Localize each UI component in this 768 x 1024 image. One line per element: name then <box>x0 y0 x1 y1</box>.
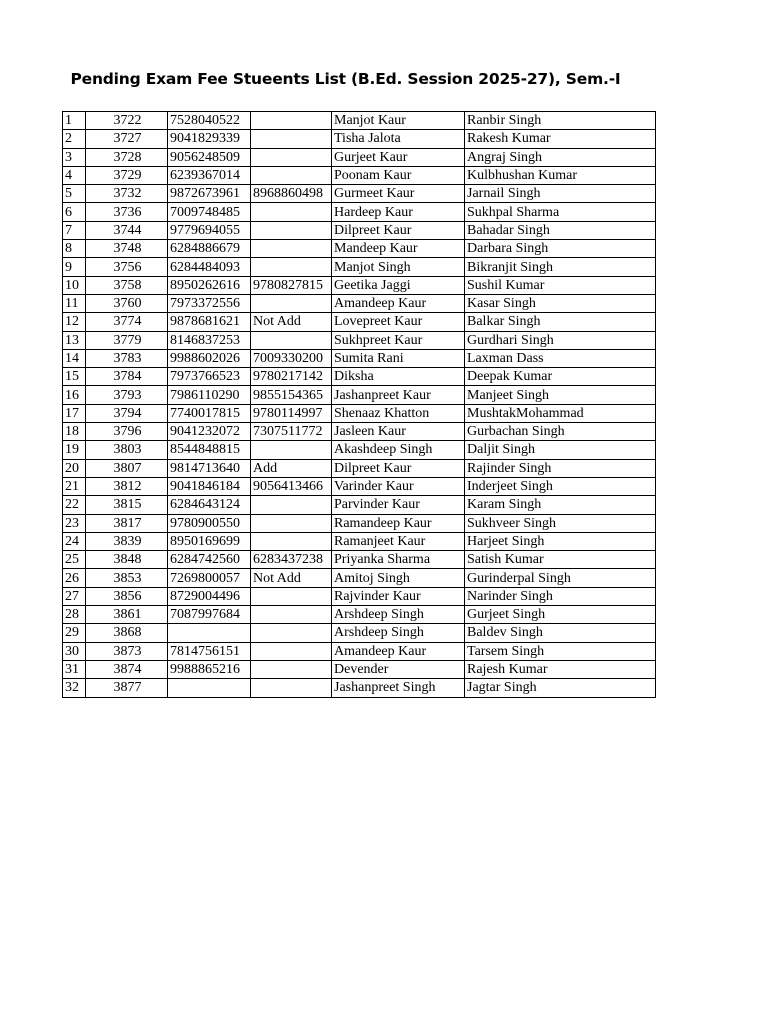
roll-number-cell: 3861 <box>86 606 168 624</box>
row-index-cell: 20 <box>63 459 86 477</box>
father-name-cell: Rajinder Singh <box>465 459 656 477</box>
father-name-cell: Jarnail Singh <box>465 185 656 203</box>
student-name-cell: Dilpreet Kaur <box>332 221 465 239</box>
phone-primary-cell <box>168 679 251 697</box>
table-row <box>63 148 656 166</box>
student-name-cell: Varinder Kaur <box>332 477 465 495</box>
phone-secondary-cell: 9780217142 <box>251 368 332 386</box>
phone-primary-cell: 9779694055 <box>168 221 251 239</box>
roll-number-cell: 3760 <box>86 294 168 312</box>
phone-primary-cell: 9878681621 <box>168 313 251 331</box>
phone-secondary-cell <box>251 606 332 624</box>
father-name-cell: Manjeet Singh <box>465 386 656 404</box>
row-index-cell: 14 <box>63 349 86 367</box>
row-index-cell: 30 <box>63 642 86 660</box>
phone-primary-cell: 9041846184 <box>168 477 251 495</box>
table-row <box>63 240 656 258</box>
roll-number-cell: 3779 <box>86 331 168 349</box>
row-index-cell: 3 <box>63 148 86 166</box>
father-name-cell: Harjeet Singh <box>465 532 656 550</box>
phone-secondary-cell <box>251 331 332 349</box>
student-name-cell: Amandeep Kaur <box>332 294 465 312</box>
phone-primary-cell <box>168 624 251 642</box>
row-index-cell: 19 <box>63 441 86 459</box>
father-name-cell: Narinder Singh <box>465 587 656 605</box>
student-name-cell: Tisha Jalota <box>332 130 465 148</box>
student-name-cell: Mandeep Kaur <box>332 240 465 258</box>
table-row <box>63 221 656 239</box>
roll-number-cell: 3817 <box>86 514 168 532</box>
row-index-cell: 24 <box>63 532 86 550</box>
phone-primary-cell: 6284742560 <box>168 551 251 569</box>
row-index-cell: 21 <box>63 477 86 495</box>
roll-number-cell: 3758 <box>86 276 168 294</box>
phone-primary-cell: 8146837253 <box>168 331 251 349</box>
roll-number-cell: 3848 <box>86 551 168 569</box>
row-index-cell: 28 <box>63 606 86 624</box>
father-name-cell: Gurdhari Singh <box>465 331 656 349</box>
student-name-cell: Shenaaz Khatton <box>332 404 465 422</box>
student-name-cell: Parvinder Kaur <box>332 496 465 514</box>
roll-number-cell: 3856 <box>86 587 168 605</box>
father-name-cell: Inderjeet Singh <box>465 477 656 495</box>
phone-secondary-cell <box>251 679 332 697</box>
student-name-cell: Priyanka Sharma <box>332 551 465 569</box>
phone-secondary-cell: 9855154365 <box>251 386 332 404</box>
table-row <box>63 606 656 624</box>
student-name-cell: Devender <box>332 660 465 678</box>
table-row <box>63 624 656 642</box>
student-name-cell: Hardeep Kaur <box>332 203 465 221</box>
roll-number-cell: 3744 <box>86 221 168 239</box>
table-row <box>63 185 656 203</box>
father-name-cell: Satish Kumar <box>465 551 656 569</box>
phone-secondary-cell: 9056413466 <box>251 477 332 495</box>
row-index-cell: 10 <box>63 276 86 294</box>
student-name-cell: Lovepreet Kaur <box>332 313 465 331</box>
table-row <box>63 112 656 130</box>
table-row <box>63 276 656 294</box>
phone-secondary-cell <box>251 532 332 550</box>
table-row <box>63 166 656 184</box>
phone-primary-cell: 6284643124 <box>168 496 251 514</box>
student-name-cell: Arshdeep Singh <box>332 624 465 642</box>
row-index-cell: 32 <box>63 679 86 697</box>
row-index-cell: 12 <box>63 313 86 331</box>
phone-secondary-cell <box>251 294 332 312</box>
father-name-cell: Ranbir Singh <box>465 112 656 130</box>
roll-number-cell: 3784 <box>86 368 168 386</box>
row-index-cell: 6 <box>63 203 86 221</box>
roll-number-cell: 3812 <box>86 477 168 495</box>
phone-primary-cell: 9780900550 <box>168 514 251 532</box>
phone-secondary-cell <box>251 660 332 678</box>
student-name-cell: Ramanjeet Kaur <box>332 532 465 550</box>
table-row <box>63 368 656 386</box>
table-row <box>63 130 656 148</box>
roll-number-cell: 3807 <box>86 459 168 477</box>
father-name-cell: Kasar Singh <box>465 294 656 312</box>
row-index-cell: 29 <box>63 624 86 642</box>
roll-number-cell: 3793 <box>86 386 168 404</box>
table-row <box>63 294 656 312</box>
phone-secondary-cell <box>251 166 332 184</box>
row-index-cell: 4 <box>63 166 86 184</box>
table-row <box>63 477 656 495</box>
row-index-cell: 2 <box>63 130 86 148</box>
student-name-cell: Poonam Kaur <box>332 166 465 184</box>
phone-secondary-cell <box>251 130 332 148</box>
phone-secondary-cell: 9780114997 <box>251 404 332 422</box>
father-name-cell: Rajesh Kumar <box>465 660 656 678</box>
row-index-cell: 26 <box>63 569 86 587</box>
phone-secondary-cell: 9780827815 <box>251 276 332 294</box>
roll-number-cell: 3873 <box>86 642 168 660</box>
document-title: Pending Exam Fee Stueents List (B.Ed. Session 2025-27), Sem.-I <box>70 70 621 88</box>
student-name-cell: Gurjeet Kaur <box>332 148 465 166</box>
father-name-cell: Gurjeet Singh <box>465 606 656 624</box>
phone-secondary-cell: 8968860498 <box>251 185 332 203</box>
table-row <box>63 423 656 441</box>
student-name-cell: Jashanpreet Singh <box>332 679 465 697</box>
student-name-cell: Manjot Kaur <box>332 112 465 130</box>
student-name-cell: Amitoj Singh <box>332 569 465 587</box>
phone-primary-cell: 8950169699 <box>168 532 251 550</box>
table-row <box>63 404 656 422</box>
father-name-cell: MushtakMohammad <box>465 404 656 422</box>
table-row <box>63 642 656 660</box>
roll-number-cell: 3727 <box>86 130 168 148</box>
phone-primary-cell: 6284886679 <box>168 240 251 258</box>
phone-primary-cell: 7528040522 <box>168 112 251 130</box>
row-index-cell: 15 <box>63 368 86 386</box>
row-index-cell: 16 <box>63 386 86 404</box>
phone-primary-cell: 7973372556 <box>168 294 251 312</box>
phone-secondary-cell <box>251 240 332 258</box>
table-row <box>63 331 656 349</box>
phone-secondary-cell: Not Add <box>251 569 332 587</box>
phone-secondary-cell: Not Add <box>251 313 332 331</box>
father-name-cell: Sushil Kumar <box>465 276 656 294</box>
row-index-cell: 22 <box>63 496 86 514</box>
phone-secondary-cell: 7307511772 <box>251 423 332 441</box>
table-row <box>63 459 656 477</box>
phone-secondary-cell <box>251 258 332 276</box>
phone-primary-cell: 9041829339 <box>168 130 251 148</box>
roll-number-cell: 3783 <box>86 349 168 367</box>
student-name-cell: Sukhpreet Kaur <box>332 331 465 349</box>
father-name-cell: Laxman Dass <box>465 349 656 367</box>
phone-primary-cell: 8950262616 <box>168 276 251 294</box>
roll-number-cell: 3756 <box>86 258 168 276</box>
row-index-cell: 17 <box>63 404 86 422</box>
row-index-cell: 7 <box>63 221 86 239</box>
roll-number-cell: 3853 <box>86 569 168 587</box>
phone-primary-cell: 7814756151 <box>168 642 251 660</box>
table-row <box>63 514 656 532</box>
father-name-cell: Sukhveer Singh <box>465 514 656 532</box>
phone-secondary-cell <box>251 148 332 166</box>
row-index-cell: 5 <box>63 185 86 203</box>
phone-secondary-cell <box>251 587 332 605</box>
phone-primary-cell: 9872673961 <box>168 185 251 203</box>
phone-secondary-cell: 7009330200 <box>251 349 332 367</box>
phone-primary-cell: 6239367014 <box>168 166 251 184</box>
row-index-cell: 9 <box>63 258 86 276</box>
father-name-cell: Sukhpal Sharma <box>465 203 656 221</box>
table-row <box>63 551 656 569</box>
phone-primary-cell: 7986110290 <box>168 386 251 404</box>
phone-primary-cell: 7740017815 <box>168 404 251 422</box>
father-name-cell: Karam Singh <box>465 496 656 514</box>
row-index-cell: 18 <box>63 423 86 441</box>
table-row <box>63 258 656 276</box>
father-name-cell: Balkar Singh <box>465 313 656 331</box>
roll-number-cell: 3839 <box>86 532 168 550</box>
row-index-cell: 27 <box>63 587 86 605</box>
student-name-cell: Manjot Singh <box>332 258 465 276</box>
phone-secondary-cell <box>251 642 332 660</box>
roll-number-cell: 3729 <box>86 166 168 184</box>
phone-secondary-cell <box>251 221 332 239</box>
phone-primary-cell: 6284484093 <box>168 258 251 276</box>
phone-secondary-cell: 6283437238 <box>251 551 332 569</box>
table-row <box>63 313 656 331</box>
roll-number-cell: 3732 <box>86 185 168 203</box>
table-row <box>63 532 656 550</box>
phone-secondary-cell <box>251 441 332 459</box>
father-name-cell: Daljit Singh <box>465 441 656 459</box>
roll-number-cell: 3748 <box>86 240 168 258</box>
father-name-cell: Rakesh Kumar <box>465 130 656 148</box>
phone-secondary-cell <box>251 624 332 642</box>
phone-primary-cell: 9988865216 <box>168 660 251 678</box>
table-row <box>63 660 656 678</box>
table-row <box>63 386 656 404</box>
table-row <box>63 441 656 459</box>
roll-number-cell: 3815 <box>86 496 168 514</box>
student-name-cell: Geetika Jaggi <box>332 276 465 294</box>
roll-number-cell: 3774 <box>86 313 168 331</box>
phone-primary-cell: 7269800057 <box>168 569 251 587</box>
roll-number-cell: 3736 <box>86 203 168 221</box>
father-name-cell: Bikranjit Singh <box>465 258 656 276</box>
student-name-cell: Diksha <box>332 368 465 386</box>
student-name-cell: Arshdeep Singh <box>332 606 465 624</box>
father-name-cell: Darbara Singh <box>465 240 656 258</box>
father-name-cell: Gurinderpal Singh <box>465 569 656 587</box>
roll-number-cell: 3796 <box>86 423 168 441</box>
table-row <box>63 679 656 697</box>
father-name-cell: Kulbhushan Kumar <box>465 166 656 184</box>
father-name-cell: Bahadar Singh <box>465 221 656 239</box>
table-row <box>63 496 656 514</box>
phone-primary-cell: 7009748485 <box>168 203 251 221</box>
father-name-cell: Tarsem Singh <box>465 642 656 660</box>
roll-number-cell: 3803 <box>86 441 168 459</box>
phone-primary-cell: 9814713640 <box>168 459 251 477</box>
phone-secondary-cell <box>251 514 332 532</box>
father-name-cell: Deepak Kumar <box>465 368 656 386</box>
phone-primary-cell: 9041232072 <box>168 423 251 441</box>
table-row <box>63 203 656 221</box>
phone-secondary-cell <box>251 112 332 130</box>
student-name-cell: Rajvinder Kaur <box>332 587 465 605</box>
father-name-cell: Gurbachan Singh <box>465 423 656 441</box>
student-name-cell: Gurmeet Kaur <box>332 185 465 203</box>
row-index-cell: 11 <box>63 294 86 312</box>
phone-secondary-cell <box>251 496 332 514</box>
table-row <box>63 349 656 367</box>
student-name-cell: Akashdeep Singh <box>332 441 465 459</box>
roll-number-cell: 3794 <box>86 404 168 422</box>
phone-primary-cell: 8729004496 <box>168 587 251 605</box>
student-name-cell: Ramandeep Kaur <box>332 514 465 532</box>
roll-number-cell: 3877 <box>86 679 168 697</box>
phone-primary-cell: 7087997684 <box>168 606 251 624</box>
phone-secondary-cell: Add <box>251 459 332 477</box>
row-index-cell: 31 <box>63 660 86 678</box>
row-index-cell: 25 <box>63 551 86 569</box>
row-index-cell: 23 <box>63 514 86 532</box>
student-table <box>62 111 656 698</box>
father-name-cell: Angraj Singh <box>465 148 656 166</box>
student-name-cell: Jashanpreet Kaur <box>332 386 465 404</box>
phone-secondary-cell <box>251 203 332 221</box>
student-name-cell: Dilpreet Kaur <box>332 459 465 477</box>
phone-primary-cell: 8544848815 <box>168 441 251 459</box>
table-row <box>63 569 656 587</box>
row-index-cell: 13 <box>63 331 86 349</box>
student-name-cell: Jasleen Kaur <box>332 423 465 441</box>
phone-primary-cell: 9988602026 <box>168 349 251 367</box>
phone-primary-cell: 7973766523 <box>168 368 251 386</box>
roll-number-cell: 3868 <box>86 624 168 642</box>
student-name-cell: Amandeep Kaur <box>332 642 465 660</box>
roll-number-cell: 3722 <box>86 112 168 130</box>
table-row <box>63 587 656 605</box>
roll-number-cell: 3874 <box>86 660 168 678</box>
row-index-cell: 1 <box>63 112 86 130</box>
roll-number-cell: 3728 <box>86 148 168 166</box>
father-name-cell: Baldev Singh <box>465 624 656 642</box>
phone-primary-cell: 9056248509 <box>168 148 251 166</box>
father-name-cell: Jagtar Singh <box>465 679 656 697</box>
row-index-cell: 8 <box>63 240 86 258</box>
student-name-cell: Sumita Rani <box>332 349 465 367</box>
